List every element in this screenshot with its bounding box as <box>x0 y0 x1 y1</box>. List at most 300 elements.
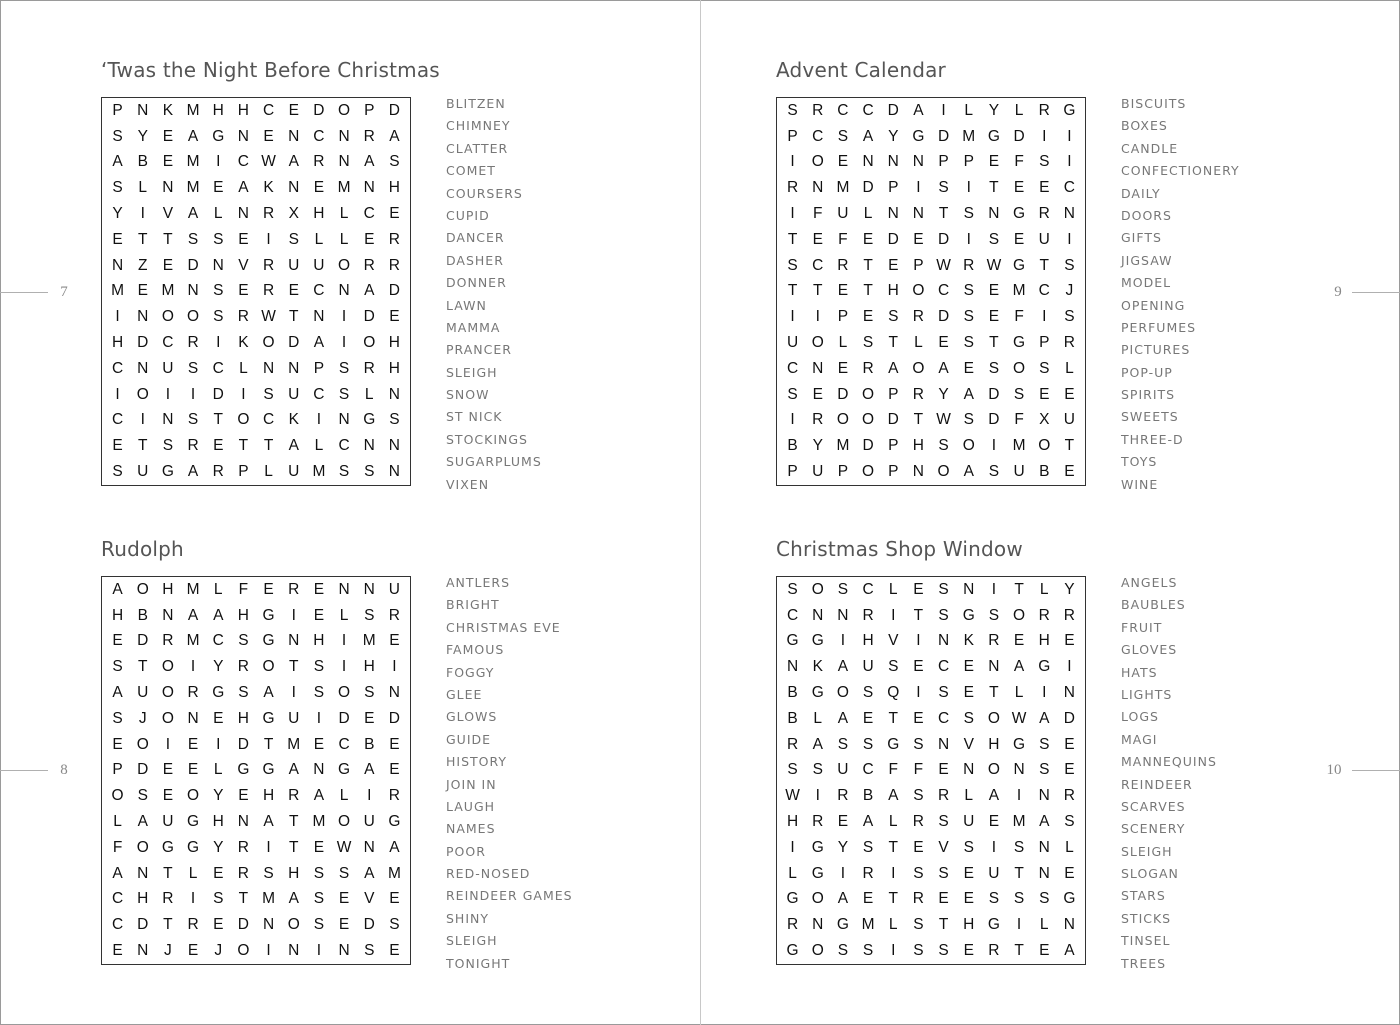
grid-letter: N <box>338 411 350 429</box>
grid-letter: O <box>136 838 149 856</box>
grid-letter: E <box>963 942 974 960</box>
grid-letter: E <box>213 437 224 455</box>
grid-letter: E <box>389 735 400 753</box>
grid-letter: I <box>966 179 971 197</box>
grid-letter: N <box>338 942 350 960</box>
grid-letter: N <box>288 632 300 650</box>
grid-letter: F <box>1014 411 1024 429</box>
page-marker-line <box>1352 292 1400 293</box>
grid-letter: D <box>887 411 899 429</box>
word-list-item: JOIN IN <box>446 776 497 792</box>
grid-letter: M <box>1012 437 1026 455</box>
grid-letter: O <box>363 334 376 352</box>
grid-letter: R <box>837 787 849 805</box>
grid-letter: E <box>389 205 400 223</box>
grid-letter: Y <box>213 787 224 805</box>
grid-letter: N <box>338 127 350 145</box>
grid-letter: M <box>312 813 326 831</box>
grid-letter: L <box>813 709 823 727</box>
word-list-item: GIFTS <box>1121 230 1162 246</box>
grid-letter: E <box>213 709 224 727</box>
grid-letter: O <box>287 916 300 934</box>
grid-letter: S <box>787 101 798 119</box>
grid-letter: L <box>1014 684 1024 702</box>
word-list <box>446 572 573 975</box>
grid-letter: L <box>964 787 974 805</box>
grid-letter: E <box>913 230 924 248</box>
grid-letter: G <box>262 709 275 727</box>
grid-letter: O <box>237 411 250 429</box>
word-list-item: COMET <box>446 163 496 179</box>
grid-letter: R <box>862 606 874 624</box>
grid-letter: G <box>262 606 275 624</box>
grid-letter: E <box>963 684 974 702</box>
grid-letter: S <box>963 709 974 727</box>
grid-letter: O <box>187 308 200 326</box>
grid-letter: R <box>812 813 824 831</box>
grid-letter: R <box>288 580 300 598</box>
grid-letter: H <box>388 359 400 377</box>
grid-letter: R <box>388 787 400 805</box>
grid-letter: U <box>1013 463 1025 481</box>
grid-letter: I <box>316 709 322 727</box>
grid-letter: S <box>1064 813 1075 831</box>
grid-letter: N <box>162 411 174 429</box>
grid-letter: E <box>338 916 350 934</box>
grid-letter: I <box>266 942 271 960</box>
grid-letter: U <box>988 864 1000 882</box>
grid-letter: S <box>213 230 224 248</box>
grid-letter: S <box>862 942 874 960</box>
grid-letter: I <box>392 658 397 676</box>
grid-letter: A <box>313 334 325 352</box>
grid-letter: P <box>112 101 123 119</box>
word-list-item: POOR <box>446 843 486 859</box>
grid-letter: L <box>314 437 324 455</box>
grid-letter: R <box>786 179 799 197</box>
grid-letter: S <box>338 359 350 377</box>
word-list-item: CLATTER <box>446 140 509 156</box>
grid-letter: L <box>1039 580 1049 598</box>
grid-letter: S <box>837 127 849 145</box>
grid-letter: S <box>238 632 249 650</box>
grid-letter: C <box>111 916 124 934</box>
grid-letter: V <box>364 890 375 908</box>
grid-letter: I <box>815 787 820 805</box>
letter-grid <box>101 576 411 965</box>
grid-letter: L <box>914 334 923 352</box>
grid-letter: P <box>313 359 325 377</box>
grid-letter: R <box>388 230 400 248</box>
puzzle-title: ‘Twas the Night Before Christmas <box>101 58 440 82</box>
grid-letter: Y <box>837 838 849 856</box>
word-list-item: THREE-D <box>1121 431 1184 447</box>
grid-letter: S <box>112 127 123 145</box>
grid-letter: S <box>162 437 174 455</box>
grid-letter: I <box>341 632 347 650</box>
grid-letter: I <box>190 658 196 676</box>
word-list-item: PERFUMES <box>1121 319 1197 335</box>
grid-letter: S <box>238 684 249 702</box>
grid-letter: K <box>812 658 823 676</box>
grid-letter: H <box>137 890 149 908</box>
grid-letter: I <box>891 864 896 882</box>
grid-letter: M <box>962 127 976 145</box>
grid-letter: I <box>266 230 271 248</box>
word-list-item: PICTURES <box>1121 342 1191 358</box>
grid-letter: N <box>887 153 899 171</box>
grid-letter: I <box>165 385 171 403</box>
grid-letter: R <box>262 282 275 300</box>
grid-letter: T <box>787 282 798 300</box>
grid-letter: S <box>187 230 199 248</box>
grid-letter: I <box>1042 127 1047 145</box>
grid-letter: T <box>989 684 999 702</box>
grid-letter: C <box>313 127 325 145</box>
grid-letter: A <box>288 153 299 171</box>
grid-letter: V <box>162 205 174 223</box>
grid-letter: C <box>837 101 849 119</box>
word-list-item: LAUGH <box>446 798 496 814</box>
grid-letter: Q <box>887 684 900 702</box>
grid-letter: C <box>812 127 824 145</box>
word-list <box>446 93 542 496</box>
grid-letter: E <box>1064 385 1075 403</box>
grid-letter: E <box>988 153 1000 171</box>
word-list-item: BOXES <box>1121 118 1168 134</box>
word-list-item: TOYS <box>1121 454 1158 470</box>
grid-letter: H <box>313 205 325 223</box>
grid-letter: I <box>991 580 997 598</box>
grid-letter: G <box>811 632 824 650</box>
grid-letter: B <box>137 153 148 171</box>
puzzle-title: Advent Calendar <box>776 58 946 82</box>
word-list-item: SLOGAN <box>1121 866 1179 882</box>
grid-letter: S <box>1064 256 1075 274</box>
grid-letter: N <box>363 838 375 856</box>
grid-letter: M <box>186 179 200 197</box>
grid-letter: N <box>288 127 300 145</box>
grid-letter: T <box>938 205 949 223</box>
grid-letter: N <box>912 205 924 223</box>
grid-letter: R <box>187 334 199 352</box>
grid-letter: E <box>288 282 299 300</box>
grid-letter: T <box>1039 256 1049 274</box>
grid-letter: R <box>1038 101 1050 119</box>
grid-letter: H <box>212 813 224 831</box>
grid-letter: O <box>811 334 824 352</box>
page-number-8: 8 <box>60 762 68 778</box>
grid-letter: N <box>388 463 400 481</box>
grid-letter: S <box>988 230 1000 248</box>
word-list <box>1121 93 1240 496</box>
word-list-item: WINE <box>1121 476 1159 492</box>
grid-letter: I <box>341 658 347 676</box>
grid-letter: S <box>938 813 949 831</box>
grid-letter: E <box>963 864 974 882</box>
grid-letter: S <box>364 463 375 481</box>
grid-letter: E <box>162 153 174 171</box>
grid-letter: U <box>313 256 325 274</box>
grid-letter: O <box>161 709 174 727</box>
grid-letter: P <box>787 463 798 481</box>
grid-letter: Y <box>112 205 123 223</box>
grid-letter: H <box>162 580 174 598</box>
grid-letter: P <box>938 153 949 171</box>
grid-letter: T <box>913 606 924 624</box>
word-list-item: DOORS <box>1121 207 1172 223</box>
word-list-item: CHRISTMAS EVE <box>446 619 561 635</box>
grid-letter: H <box>363 658 375 676</box>
grid-letter: U <box>1038 230 1050 248</box>
word-list-item: REINDEER <box>1121 776 1193 792</box>
grid-letter: R <box>363 256 375 274</box>
grid-letter: R <box>937 787 950 805</box>
grid-letter: R <box>786 735 799 753</box>
grid-letter: L <box>213 761 223 779</box>
grid-letter: R <box>1063 334 1075 352</box>
grid-letter: N <box>963 580 975 598</box>
grid-letter: U <box>162 813 174 831</box>
grid-letter: V <box>938 838 949 856</box>
grid-letter: S <box>313 864 325 882</box>
grid-letter: E <box>389 761 400 779</box>
grid-letter: T <box>938 916 949 934</box>
grid-letter: O <box>161 658 174 676</box>
grid-letter: A <box>888 359 899 377</box>
grid-letter: R <box>162 890 174 908</box>
grid-letter: N <box>137 101 149 119</box>
grid-letter: E <box>389 632 400 650</box>
grid-letter: R <box>812 101 824 119</box>
grid-letter: N <box>288 942 300 960</box>
grid-letter: S <box>837 942 849 960</box>
grid-letter: S <box>338 463 350 481</box>
grid-letter: Y <box>888 127 899 145</box>
grid-letter: T <box>1064 437 1075 455</box>
grid-letter: A <box>1064 942 1075 960</box>
grid-letter: O <box>987 761 1000 779</box>
grid-letter: W <box>261 153 276 171</box>
grid-letter: I <box>216 153 221 171</box>
letter-grid <box>776 97 1086 486</box>
grid-letter: P <box>888 385 899 403</box>
grid-letter: A <box>837 890 849 908</box>
grid-letter: N <box>313 308 325 326</box>
word-list-item: COURSERS <box>446 185 523 201</box>
word-list-item: MANNEQUINS <box>1121 754 1217 770</box>
grid-letter: E <box>938 761 949 779</box>
grid-letter: S <box>1064 308 1075 326</box>
grid-letter: M <box>836 179 850 197</box>
grid-letter: R <box>1038 205 1050 223</box>
grid-letter: E <box>837 359 849 377</box>
grid-letter: R <box>262 205 275 223</box>
grid-letter: A <box>862 127 874 145</box>
word-list-item: CHIMNEY <box>446 118 511 134</box>
grid-letter: D <box>137 334 149 352</box>
word-list-item: JIGSAW <box>1121 252 1173 268</box>
grid-letter: I <box>891 606 896 624</box>
grid-letter: S <box>787 385 798 403</box>
grid-letter: L <box>1065 838 1074 856</box>
grid-letter: A <box>288 890 299 908</box>
grid-letter: U <box>288 463 300 481</box>
grid-letter: Y <box>213 658 224 676</box>
grid-letter: S <box>137 787 148 805</box>
grid-letter: L <box>964 101 974 119</box>
grid-letter: I <box>1042 684 1047 702</box>
grid-letter: E <box>313 179 325 197</box>
grid-letter: O <box>811 942 824 960</box>
grid-letter: S <box>389 916 400 934</box>
grid-letter: A <box>187 463 199 481</box>
grid-letter: N <box>1063 916 1075 934</box>
grid-letter: I <box>790 205 795 223</box>
grid-letter: C <box>111 359 124 377</box>
grid-letter: T <box>163 916 173 934</box>
grid-letter: S <box>913 916 924 934</box>
grid-letter: V <box>963 735 974 753</box>
grid-letter: T <box>813 282 823 300</box>
grid-letter: E <box>187 761 199 779</box>
grid-letter: L <box>239 359 248 377</box>
word-list-item: NAMES <box>446 821 496 837</box>
grid-letter: I <box>1067 658 1072 676</box>
grid-letter: N <box>288 359 300 377</box>
grid-letter: C <box>1038 282 1050 300</box>
grid-letter: K <box>162 101 174 119</box>
grid-letter: R <box>912 813 924 831</box>
grid-letter: H <box>111 334 124 352</box>
grid-letter: G <box>987 127 1000 145</box>
grid-letter: A <box>213 606 224 624</box>
word-list <box>1121 572 1217 975</box>
grid-letter: W <box>336 838 352 856</box>
grid-letter: T <box>989 334 999 352</box>
grid-letter: V <box>888 632 899 650</box>
grid-letter: N <box>262 359 275 377</box>
grid-letter: U <box>812 463 824 481</box>
grid-letter: A <box>389 127 400 145</box>
grid-letter: R <box>388 606 400 624</box>
grid-letter: E <box>862 230 874 248</box>
grid-letter: D <box>937 127 950 145</box>
grid-letter: I <box>241 385 246 403</box>
grid-letter: A <box>112 864 123 882</box>
grid-letter: F <box>1014 153 1024 171</box>
grid-letter: S <box>837 580 849 598</box>
grid-letter: K <box>238 334 249 352</box>
grid-letter: I <box>1016 787 1022 805</box>
grid-letter: N <box>912 463 924 481</box>
grid-letter: O <box>136 735 149 753</box>
grid-letter: Y <box>812 437 823 455</box>
grid-letter: E <box>213 864 224 882</box>
grid-letter: O <box>811 890 824 908</box>
grid-letter: A <box>1039 813 1050 831</box>
word-list-item: MODEL <box>1121 275 1172 291</box>
word-list-item: OPENING <box>1121 297 1186 313</box>
grid-letter: T <box>263 735 274 753</box>
grid-letter: A <box>988 787 1000 805</box>
grid-letter: N <box>237 127 249 145</box>
grid-letter: S <box>963 308 974 326</box>
grid-letter: E <box>913 658 924 676</box>
word-list-item: FAMOUS <box>446 642 505 658</box>
grid-letter: P <box>787 127 798 145</box>
grid-letter: E <box>389 942 400 960</box>
grid-letter: A <box>137 813 148 831</box>
grid-letter: I <box>140 205 145 223</box>
grid-letter: M <box>312 463 326 481</box>
grid-letter: C <box>262 101 275 119</box>
grid-letter: S <box>389 411 400 429</box>
word-list-item: TREES <box>1121 955 1167 971</box>
grid-letter: T <box>138 437 148 455</box>
grid-letter: H <box>237 606 249 624</box>
grid-letter: T <box>289 658 299 676</box>
grid-letter: N <box>187 282 199 300</box>
word-list-item: DAILY <box>1121 185 1161 201</box>
grid-letter: N <box>1038 838 1050 856</box>
grid-letter: I <box>1067 153 1072 171</box>
grid-letter: L <box>888 813 898 831</box>
grid-letter: A <box>263 813 274 831</box>
grid-letter: I <box>316 411 322 429</box>
word-list-item: PRANCER <box>446 342 512 358</box>
word-list-item: SNOW <box>446 387 490 403</box>
grid-letter: S <box>787 580 798 598</box>
grid-letter: N <box>812 916 824 934</box>
grid-letter: N <box>237 813 249 831</box>
grid-letter: I <box>190 890 196 908</box>
grid-letter: B <box>137 606 148 624</box>
grid-letter: J <box>164 942 172 960</box>
word-list-item: POP-UP <box>1121 364 1173 380</box>
grid-letter: S <box>364 684 375 702</box>
grid-letter: G <box>1013 205 1026 223</box>
grid-letter: C <box>212 632 224 650</box>
grid-letter: E <box>238 282 249 300</box>
grid-letter: A <box>364 864 375 882</box>
grid-letter: E <box>837 813 849 831</box>
grid-letter: G <box>887 735 900 753</box>
grid-letter: A <box>837 709 849 727</box>
grid-letter: H <box>388 334 400 352</box>
grid-letter: I <box>216 334 221 352</box>
grid-letter: H <box>988 735 1000 753</box>
grid-letter: E <box>812 385 823 403</box>
grid-letter: R <box>237 308 249 326</box>
grid-letter: A <box>837 658 849 676</box>
grid-letter: I <box>840 632 846 650</box>
grid-letter: N <box>937 632 950 650</box>
grid-letter: S <box>812 761 823 779</box>
grid-letter: R <box>1063 606 1075 624</box>
grid-letter: E <box>1064 864 1075 882</box>
grid-letter: O <box>811 580 824 598</box>
grid-letter: N <box>137 308 149 326</box>
grid-letter: E <box>888 256 899 274</box>
grid-letter: N <box>988 205 1000 223</box>
grid-letter: E <box>162 256 174 274</box>
grid-letter: A <box>288 437 299 455</box>
grid-letter: G <box>1013 735 1026 753</box>
grid-letter: K <box>288 411 299 429</box>
grid-letter: I <box>916 632 921 650</box>
grid-letter: L <box>213 205 223 223</box>
